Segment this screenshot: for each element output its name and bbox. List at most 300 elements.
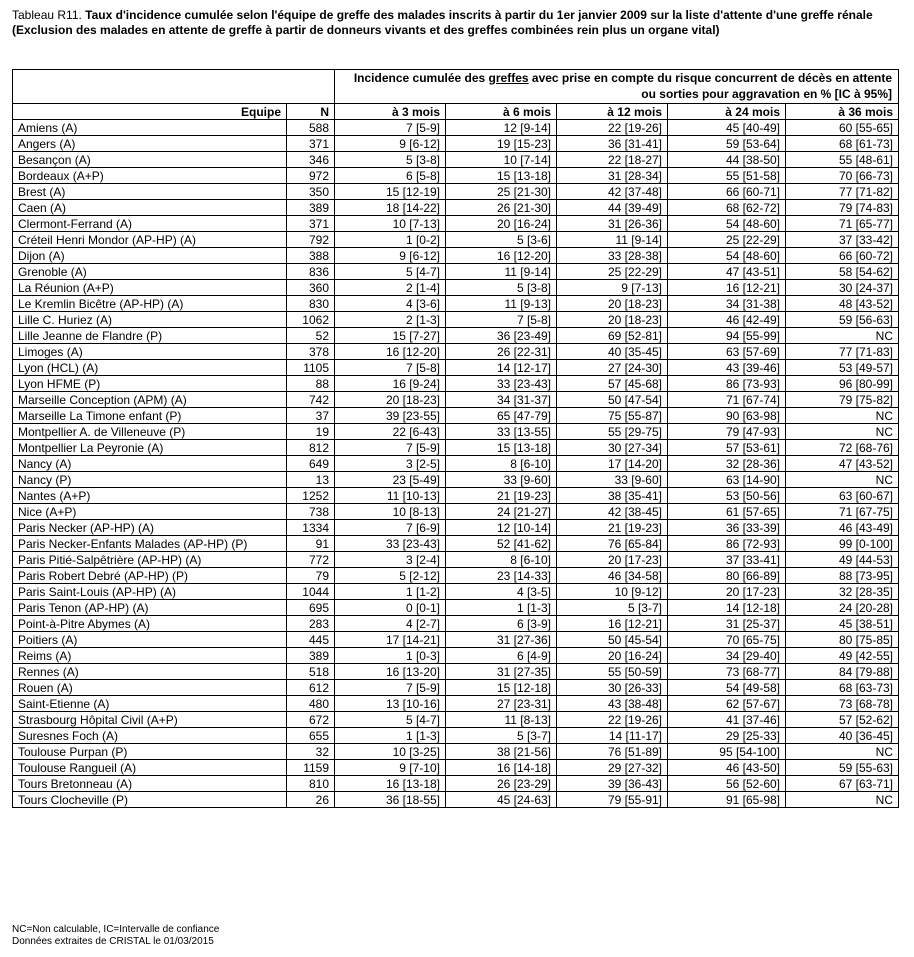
cell-24-mois: 94 [55-99] bbox=[668, 328, 786, 344]
cell-3-mois: 33 [23-43] bbox=[335, 536, 446, 552]
cell-3-mois: 5 [3-8] bbox=[335, 152, 446, 168]
cell-12-mois: 44 [39-49] bbox=[557, 200, 668, 216]
cell-36-mois: 79 [74-83] bbox=[786, 200, 899, 216]
cell-equipe: Tours Bretonneau (A) bbox=[13, 776, 287, 792]
cell-3-mois: 1 [1-3] bbox=[335, 728, 446, 744]
cell-n: 588 bbox=[287, 120, 335, 136]
table-row bbox=[13, 456, 899, 472]
cell-equipe: Nancy (P) bbox=[13, 472, 287, 488]
col-header-6-mois: à 6 mois bbox=[446, 104, 557, 120]
table-row bbox=[13, 216, 899, 232]
cell-n: 26 bbox=[287, 792, 335, 808]
cell-6-mois: 27 [23-31] bbox=[446, 696, 557, 712]
cell-3-mois: 7 [6-9] bbox=[335, 520, 446, 536]
cell-3-mois: 5 [4-7] bbox=[335, 264, 446, 280]
col-header-equipe: Equipe bbox=[13, 104, 287, 120]
cell-6-mois: 14 [12-17] bbox=[446, 360, 557, 376]
cell-6-mois: 23 [14-33] bbox=[446, 568, 557, 584]
cell-3-mois: 15 [12-19] bbox=[335, 184, 446, 200]
cell-36-mois: 68 [61-73] bbox=[786, 136, 899, 152]
cell-equipe: Tours Clocheville (P) bbox=[13, 792, 287, 808]
cell-24-mois: 43 [39-46] bbox=[668, 360, 786, 376]
table-body bbox=[13, 120, 899, 808]
cell-36-mois: 72 [68-76] bbox=[786, 440, 899, 456]
cell-24-mois: 95 [54-100] bbox=[668, 744, 786, 760]
cell-equipe: Suresnes Foch (A) bbox=[13, 728, 287, 744]
table-row bbox=[13, 504, 899, 520]
cell-equipe: Bordeaux (A+P) bbox=[13, 168, 287, 184]
cell-36-mois: 99 [0-100] bbox=[786, 536, 899, 552]
cell-3-mois: 39 [23-55] bbox=[335, 408, 446, 424]
table-row bbox=[13, 440, 899, 456]
cell-3-mois: 7 [5-8] bbox=[335, 360, 446, 376]
cell-equipe: Saint-Etienne (A) bbox=[13, 696, 287, 712]
cell-36-mois: 37 [33-42] bbox=[786, 232, 899, 248]
cell-6-mois: 6 [4-9] bbox=[446, 648, 557, 664]
table-row bbox=[13, 536, 899, 552]
cell-3-mois: 10 [8-13] bbox=[335, 504, 446, 520]
header-blank-cell bbox=[13, 70, 335, 104]
cell-36-mois: 80 [75-85] bbox=[786, 632, 899, 648]
table-row bbox=[13, 184, 899, 200]
cell-6-mois: 8 [6-10] bbox=[446, 552, 557, 568]
cell-24-mois: 14 [12-18] bbox=[668, 600, 786, 616]
cell-24-mois: 61 [57-65] bbox=[668, 504, 786, 520]
cell-6-mois: 7 [5-8] bbox=[446, 312, 557, 328]
cell-3-mois: 7 [5-9] bbox=[335, 440, 446, 456]
cell-6-mois: 16 [14-18] bbox=[446, 760, 557, 776]
cell-24-mois: 57 [53-61] bbox=[668, 440, 786, 456]
cell-equipe: Paris Necker-Enfants Malades (AP-HP) (P) bbox=[13, 536, 287, 552]
cell-6-mois: 36 [23-49] bbox=[446, 328, 557, 344]
cell-12-mois: 79 [55-91] bbox=[557, 792, 668, 808]
cell-12-mois: 17 [14-20] bbox=[557, 456, 668, 472]
cell-36-mois: 68 [63-73] bbox=[786, 680, 899, 696]
title-text: Taux d'incidence cumulée selon l'équipe de greffe des malades inscrits à partir du 1er janvier 2009 sur la liste d'attente d'une greffe rénale bbox=[85, 8, 873, 22]
header-group-text-2: avec prise en compte du risque concurrent de décès en attente ou sorties pour aggravation en % [IC à 95%] bbox=[528, 71, 893, 101]
cell-36-mois: 71 [65-77] bbox=[786, 216, 899, 232]
table-row bbox=[13, 744, 899, 760]
cell-equipe: Amiens (A) bbox=[13, 120, 287, 136]
footnote-abbreviations: NC=Non calculable, IC=Intervalle de confiance bbox=[12, 924, 220, 935]
cell-24-mois: 46 [42-49] bbox=[668, 312, 786, 328]
table-row bbox=[13, 728, 899, 744]
cell-n: 655 bbox=[287, 728, 335, 744]
cell-12-mois: 40 [35-45] bbox=[557, 344, 668, 360]
cell-36-mois: 79 [75-82] bbox=[786, 392, 899, 408]
cell-3-mois: 16 [13-20] bbox=[335, 664, 446, 680]
cell-24-mois: 86 [72-93] bbox=[668, 536, 786, 552]
cell-36-mois: 70 [66-73] bbox=[786, 168, 899, 184]
cell-3-mois: 36 [18-55] bbox=[335, 792, 446, 808]
cell-36-mois: 32 [28-35] bbox=[786, 584, 899, 600]
cell-equipe: Nice (A+P) bbox=[13, 504, 287, 520]
cell-24-mois: 54 [49-58] bbox=[668, 680, 786, 696]
cell-3-mois: 17 [14-21] bbox=[335, 632, 446, 648]
cell-12-mois: 43 [38-48] bbox=[557, 696, 668, 712]
footnote-source: Données extraites de CRISTAL le 01/03/2015 bbox=[12, 936, 214, 947]
cell-6-mois: 11 [8-13] bbox=[446, 712, 557, 728]
cell-equipe: Toulouse Rangueil (A) bbox=[13, 760, 287, 776]
cell-3-mois: 22 [6-43] bbox=[335, 424, 446, 440]
cell-6-mois: 6 [3-9] bbox=[446, 616, 557, 632]
cell-36-mois: 47 [43-52] bbox=[786, 456, 899, 472]
cell-24-mois: 34 [31-38] bbox=[668, 296, 786, 312]
cell-12-mois: 20 [18-23] bbox=[557, 296, 668, 312]
table-row bbox=[13, 232, 899, 248]
table-row bbox=[13, 712, 899, 728]
cell-equipe: Reims (A) bbox=[13, 648, 287, 664]
cell-n: 13 bbox=[287, 472, 335, 488]
cell-n: 52 bbox=[287, 328, 335, 344]
cell-3-mois: 10 [7-13] bbox=[335, 216, 446, 232]
table-row bbox=[13, 344, 899, 360]
cell-24-mois: 56 [52-60] bbox=[668, 776, 786, 792]
cell-36-mois: NC bbox=[786, 472, 899, 488]
cell-24-mois: 71 [67-74] bbox=[668, 392, 786, 408]
cell-equipe: Nancy (A) bbox=[13, 456, 287, 472]
cell-n: 742 bbox=[287, 392, 335, 408]
table-row bbox=[13, 584, 899, 600]
cell-6-mois: 8 [6-10] bbox=[446, 456, 557, 472]
table-row bbox=[13, 248, 899, 264]
cell-equipe: Montpellier La Peyronie (A) bbox=[13, 440, 287, 456]
cell-36-mois: NC bbox=[786, 744, 899, 760]
cell-12-mois: 31 [28-34] bbox=[557, 168, 668, 184]
cell-n: 1252 bbox=[287, 488, 335, 504]
cell-n: 19 bbox=[287, 424, 335, 440]
table-row bbox=[13, 312, 899, 328]
cell-6-mois: 11 [9-14] bbox=[446, 264, 557, 280]
cell-3-mois: 18 [14-22] bbox=[335, 200, 446, 216]
cell-24-mois: 34 [29-40] bbox=[668, 648, 786, 664]
cell-36-mois: 49 [42-55] bbox=[786, 648, 899, 664]
cell-24-mois: 63 [57-69] bbox=[668, 344, 786, 360]
cell-equipe: Point-à-Pitre Abymes (A) bbox=[13, 616, 287, 632]
cell-12-mois: 22 [19-26] bbox=[557, 120, 668, 136]
table-row bbox=[13, 776, 899, 792]
cell-12-mois: 75 [55-87] bbox=[557, 408, 668, 424]
cell-12-mois: 55 [29-75] bbox=[557, 424, 668, 440]
table-row bbox=[13, 472, 899, 488]
cell-12-mois: 39 [36-43] bbox=[557, 776, 668, 792]
cell-equipe: Strasbourg Hôpital Civil (A+P) bbox=[13, 712, 287, 728]
cell-3-mois: 13 [10-16] bbox=[335, 696, 446, 712]
cell-12-mois: 22 [18-27] bbox=[557, 152, 668, 168]
cell-3-mois: 15 [7-27] bbox=[335, 328, 446, 344]
cell-12-mois: 33 [28-38] bbox=[557, 248, 668, 264]
cell-6-mois: 26 [21-30] bbox=[446, 200, 557, 216]
cell-6-mois: 10 [7-14] bbox=[446, 152, 557, 168]
cell-24-mois: 36 [33-39] bbox=[668, 520, 786, 536]
cell-24-mois: 86 [73-93] bbox=[668, 376, 786, 392]
cell-n: 378 bbox=[287, 344, 335, 360]
cell-equipe: Paris Saint-Louis (AP-HP) (A) bbox=[13, 584, 287, 600]
cell-3-mois: 23 [5-49] bbox=[335, 472, 446, 488]
cell-equipe: Poitiers (A) bbox=[13, 632, 287, 648]
cell-n: 836 bbox=[287, 264, 335, 280]
cell-3-mois: 4 [3-6] bbox=[335, 296, 446, 312]
table-row bbox=[13, 120, 899, 136]
cell-36-mois: NC bbox=[786, 792, 899, 808]
cell-n: 346 bbox=[287, 152, 335, 168]
cell-n: 812 bbox=[287, 440, 335, 456]
cell-3-mois: 16 [12-20] bbox=[335, 344, 446, 360]
cell-n: 360 bbox=[287, 280, 335, 296]
cell-12-mois: 57 [45-68] bbox=[557, 376, 668, 392]
cell-36-mois: 84 [79-88] bbox=[786, 664, 899, 680]
cell-n: 612 bbox=[287, 680, 335, 696]
cell-6-mois: 11 [9-13] bbox=[446, 296, 557, 312]
cell-24-mois: 16 [12-21] bbox=[668, 280, 786, 296]
table-row bbox=[13, 600, 899, 616]
cell-equipe: Limoges (A) bbox=[13, 344, 287, 360]
cell-n: 37 bbox=[287, 408, 335, 424]
cell-6-mois: 5 [3-8] bbox=[446, 280, 557, 296]
cell-12-mois: 22 [19-26] bbox=[557, 712, 668, 728]
cell-24-mois: 45 [40-49] bbox=[668, 120, 786, 136]
table-row bbox=[13, 264, 899, 280]
cell-24-mois: 31 [25-37] bbox=[668, 616, 786, 632]
cell-24-mois: 25 [22-29] bbox=[668, 232, 786, 248]
cell-6-mois: 5 [3-7] bbox=[446, 728, 557, 744]
cell-12-mois: 42 [37-48] bbox=[557, 184, 668, 200]
cell-36-mois: 46 [43-49] bbox=[786, 520, 899, 536]
cell-n: 388 bbox=[287, 248, 335, 264]
title-subtitle: (Exclusion des malades en attente de greffe à partir de donneurs vivants et des greffes combinées rein plus un organe vital) bbox=[12, 23, 720, 37]
cell-36-mois: 73 [68-78] bbox=[786, 696, 899, 712]
cell-24-mois: 29 [25-33] bbox=[668, 728, 786, 744]
cell-n: 772 bbox=[287, 552, 335, 568]
header-group-label bbox=[335, 70, 899, 104]
cell-equipe: Le Kremlin Bicêtre (AP-HP) (A) bbox=[13, 296, 287, 312]
cell-24-mois: 53 [50-56] bbox=[668, 488, 786, 504]
cell-equipe: Marseille Conception (APM) (A) bbox=[13, 392, 287, 408]
col-header-36-mois: à 36 mois bbox=[786, 104, 899, 120]
cell-6-mois: 24 [21-27] bbox=[446, 504, 557, 520]
cell-36-mois: NC bbox=[786, 424, 899, 440]
table-row bbox=[13, 792, 899, 808]
cell-6-mois: 52 [41-62] bbox=[446, 536, 557, 552]
cell-36-mois: NC bbox=[786, 408, 899, 424]
cell-36-mois: 49 [44-53] bbox=[786, 552, 899, 568]
cell-36-mois: 57 [52-62] bbox=[786, 712, 899, 728]
header-group-row bbox=[13, 70, 899, 104]
cell-36-mois: 59 [56-63] bbox=[786, 312, 899, 328]
cell-24-mois: 66 [60-71] bbox=[668, 184, 786, 200]
cell-3-mois: 3 [2-4] bbox=[335, 552, 446, 568]
cell-3-mois: 9 [6-12] bbox=[335, 136, 446, 152]
cell-3-mois: 9 [6-12] bbox=[335, 248, 446, 264]
table-row bbox=[13, 680, 899, 696]
cell-6-mois: 31 [27-36] bbox=[446, 632, 557, 648]
cell-equipe: Lille Jeanne de Flandre (P) bbox=[13, 328, 287, 344]
cell-36-mois: 30 [24-37] bbox=[786, 280, 899, 296]
cell-equipe: Rennes (A) bbox=[13, 664, 287, 680]
cell-6-mois: 26 [23-29] bbox=[446, 776, 557, 792]
cell-3-mois: 6 [5-8] bbox=[335, 168, 446, 184]
cell-6-mois: 1 [1-3] bbox=[446, 600, 557, 616]
cell-12-mois: 31 [26-36] bbox=[557, 216, 668, 232]
cell-12-mois: 10 [9-12] bbox=[557, 584, 668, 600]
cell-12-mois: 33 [9-60] bbox=[557, 472, 668, 488]
cell-n: 371 bbox=[287, 136, 335, 152]
cell-12-mois: 5 [3-7] bbox=[557, 600, 668, 616]
cell-6-mois: 31 [27-35] bbox=[446, 664, 557, 680]
cell-36-mois: 67 [63-71] bbox=[786, 776, 899, 792]
cell-24-mois: 37 [33-41] bbox=[668, 552, 786, 568]
cell-n: 1334 bbox=[287, 520, 335, 536]
cell-equipe: Grenoble (A) bbox=[13, 264, 287, 280]
cell-12-mois: 16 [12-21] bbox=[557, 616, 668, 632]
table-row bbox=[13, 664, 899, 680]
table-row bbox=[13, 376, 899, 392]
cell-12-mois: 38 [35-41] bbox=[557, 488, 668, 504]
table-footnotes bbox=[12, 924, 219, 948]
cell-6-mois: 12 [9-14] bbox=[446, 120, 557, 136]
cell-n: 792 bbox=[287, 232, 335, 248]
cell-6-mois: 33 [9-60] bbox=[446, 472, 557, 488]
cell-36-mois: 45 [38-51] bbox=[786, 616, 899, 632]
col-header-3-mois: à 3 mois bbox=[335, 104, 446, 120]
table-row bbox=[13, 760, 899, 776]
cell-n: 738 bbox=[287, 504, 335, 520]
cell-n: 1044 bbox=[287, 584, 335, 600]
cell-6-mois: 15 [12-18] bbox=[446, 680, 557, 696]
cell-6-mois: 26 [22-31] bbox=[446, 344, 557, 360]
cell-3-mois: 16 [9-24] bbox=[335, 376, 446, 392]
cell-equipe: Clermont-Ferrand (A) bbox=[13, 216, 287, 232]
cell-24-mois: 44 [38-50] bbox=[668, 152, 786, 168]
cell-3-mois: 1 [0-2] bbox=[335, 232, 446, 248]
cell-24-mois: 47 [43-51] bbox=[668, 264, 786, 280]
cell-12-mois: 21 [19-23] bbox=[557, 520, 668, 536]
cell-6-mois: 33 [13-55] bbox=[446, 424, 557, 440]
cell-12-mois: 20 [18-23] bbox=[557, 312, 668, 328]
cell-n: 350 bbox=[287, 184, 335, 200]
cell-12-mois: 11 [9-14] bbox=[557, 232, 668, 248]
cell-12-mois: 30 [27-34] bbox=[557, 440, 668, 456]
cell-6-mois: 19 [15-23] bbox=[446, 136, 557, 152]
col-header-24-mois: à 24 mois bbox=[668, 104, 786, 120]
table-row bbox=[13, 328, 899, 344]
table-row bbox=[13, 296, 899, 312]
cell-n: 830 bbox=[287, 296, 335, 312]
cell-3-mois: 5 [4-7] bbox=[335, 712, 446, 728]
table-number: Tableau R11. bbox=[12, 8, 82, 22]
cell-6-mois: 38 [21-56] bbox=[446, 744, 557, 760]
cell-6-mois: 5 [3-6] bbox=[446, 232, 557, 248]
table-row bbox=[13, 632, 899, 648]
cell-n: 91 bbox=[287, 536, 335, 552]
cell-equipe: Paris Necker (AP-HP) (A) bbox=[13, 520, 287, 536]
cell-6-mois: 45 [24-63] bbox=[446, 792, 557, 808]
header-group-text-1: Incidence cumulée des bbox=[353, 71, 489, 85]
cell-24-mois: 80 [66-89] bbox=[668, 568, 786, 584]
cell-n: 1159 bbox=[287, 760, 335, 776]
cell-6-mois: 12 [10-14] bbox=[446, 520, 557, 536]
cell-36-mois: NC bbox=[786, 328, 899, 344]
cell-36-mois: 55 [48-61] bbox=[786, 152, 899, 168]
cell-equipe: Caen (A) bbox=[13, 200, 287, 216]
cell-n: 810 bbox=[287, 776, 335, 792]
cell-3-mois: 11 [10-13] bbox=[335, 488, 446, 504]
cell-3-mois: 10 [3-25] bbox=[335, 744, 446, 760]
cell-6-mois: 15 [13-18] bbox=[446, 440, 557, 456]
cell-3-mois: 2 [1-3] bbox=[335, 312, 446, 328]
cell-12-mois: 27 [24-30] bbox=[557, 360, 668, 376]
table-row bbox=[13, 616, 899, 632]
cell-equipe: La Réunion (A+P) bbox=[13, 280, 287, 296]
cell-equipe: Paris Robert Debré (AP-HP) (P) bbox=[13, 568, 287, 584]
table-row bbox=[13, 696, 899, 712]
cell-12-mois: 25 [22-29] bbox=[557, 264, 668, 280]
cell-6-mois: 4 [3-5] bbox=[446, 584, 557, 600]
table-row bbox=[13, 408, 899, 424]
cell-36-mois: 71 [67-75] bbox=[786, 504, 899, 520]
cell-36-mois: 60 [55-65] bbox=[786, 120, 899, 136]
cell-3-mois: 4 [2-7] bbox=[335, 616, 446, 632]
cell-24-mois: 90 [63-98] bbox=[668, 408, 786, 424]
cell-24-mois: 79 [47-93] bbox=[668, 424, 786, 440]
cell-n: 445 bbox=[287, 632, 335, 648]
cell-24-mois: 32 [28-36] bbox=[668, 456, 786, 472]
cell-24-mois: 68 [62-72] bbox=[668, 200, 786, 216]
cell-12-mois: 42 [38-45] bbox=[557, 504, 668, 520]
cell-12-mois: 9 [7-13] bbox=[557, 280, 668, 296]
cell-n: 695 bbox=[287, 600, 335, 616]
incidence-table bbox=[12, 69, 899, 808]
cell-36-mois: 58 [54-62] bbox=[786, 264, 899, 280]
table-row bbox=[13, 200, 899, 216]
table-row bbox=[13, 360, 899, 376]
cell-3-mois: 5 [2-12] bbox=[335, 568, 446, 584]
cell-6-mois: 25 [21-30] bbox=[446, 184, 557, 200]
cell-12-mois: 14 [11-17] bbox=[557, 728, 668, 744]
cell-equipe: Toulouse Purpan (P) bbox=[13, 744, 287, 760]
table-row bbox=[13, 424, 899, 440]
cell-36-mois: 63 [60-67] bbox=[786, 488, 899, 504]
col-header-12-mois: à 12 mois bbox=[557, 104, 668, 120]
cell-24-mois: 41 [37-46] bbox=[668, 712, 786, 728]
cell-36-mois: 96 [80-99] bbox=[786, 376, 899, 392]
cell-24-mois: 62 [57-67] bbox=[668, 696, 786, 712]
cell-6-mois: 33 [23-43] bbox=[446, 376, 557, 392]
cell-3-mois: 9 [7-10] bbox=[335, 760, 446, 776]
cell-n: 88 bbox=[287, 376, 335, 392]
cell-n: 371 bbox=[287, 216, 335, 232]
cell-equipe: Lyon (HCL) (A) bbox=[13, 360, 287, 376]
cell-36-mois: 53 [49-57] bbox=[786, 360, 899, 376]
cell-n: 649 bbox=[287, 456, 335, 472]
cell-n: 283 bbox=[287, 616, 335, 632]
table-row bbox=[13, 136, 899, 152]
cell-24-mois: 55 [51-58] bbox=[668, 168, 786, 184]
cell-n: 972 bbox=[287, 168, 335, 184]
cell-equipe: Lille C. Huriez (A) bbox=[13, 312, 287, 328]
cell-6-mois: 65 [47-79] bbox=[446, 408, 557, 424]
cell-24-mois: 63 [14-90] bbox=[668, 472, 786, 488]
table-row bbox=[13, 152, 899, 168]
cell-equipe: Dijon (A) bbox=[13, 248, 287, 264]
cell-3-mois: 7 [5-9] bbox=[335, 680, 446, 696]
table-row bbox=[13, 648, 899, 664]
cell-3-mois: 0 [0-1] bbox=[335, 600, 446, 616]
cell-36-mois: 88 [73-95] bbox=[786, 568, 899, 584]
header-group-underlined: greffes bbox=[488, 71, 529, 85]
cell-6-mois: 21 [19-23] bbox=[446, 488, 557, 504]
cell-3-mois: 7 [5-9] bbox=[335, 120, 446, 136]
